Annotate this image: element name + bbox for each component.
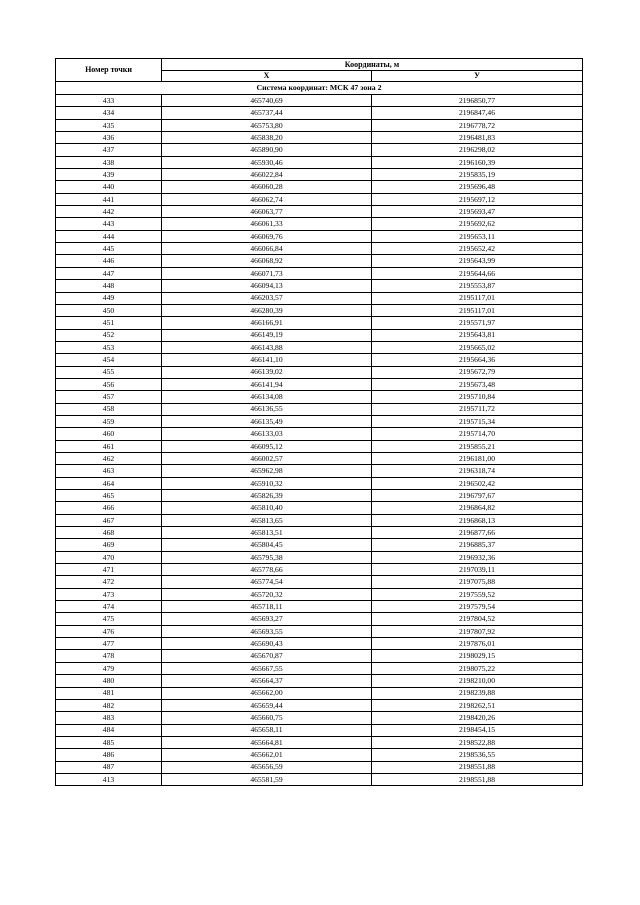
x-coordinate-cell: 466143,88 (162, 341, 372, 353)
table-row (56, 218, 583, 230)
table-row (56, 181, 583, 193)
point-number-cell: 475 (56, 613, 162, 625)
table-row (56, 206, 583, 218)
y-coordinate-cell: 2195696,48 (372, 181, 583, 193)
table-row (56, 564, 583, 576)
x-coordinate-cell: 465658,11 (162, 724, 372, 736)
y-coordinate-cell: 2195855,21 (372, 440, 583, 452)
table-row (56, 95, 583, 107)
table-row (56, 773, 583, 785)
table-row (56, 749, 583, 761)
x-coordinate-cell: 465962,98 (162, 465, 372, 477)
table-row (56, 625, 583, 637)
x-coordinate-cell: 465667,55 (162, 662, 372, 674)
table-row (56, 341, 583, 353)
y-coordinate-cell: 2196797,67 (372, 490, 583, 502)
table-row (56, 193, 583, 205)
y-coordinate-cell: 2195672,79 (372, 366, 583, 378)
y-coordinate-cell: 2195553,87 (372, 280, 583, 292)
table-row (56, 551, 583, 563)
point-number-cell: 462 (56, 452, 162, 464)
table-row (56, 255, 583, 267)
point-number-cell: 463 (56, 465, 162, 477)
y-coordinate-cell: 2196778,72 (372, 119, 583, 131)
point-number-cell: 444 (56, 230, 162, 242)
table-row (56, 403, 583, 415)
x-coordinate-cell: 465670,87 (162, 650, 372, 662)
point-number-cell: 440 (56, 181, 162, 193)
y-coordinate-cell: 2196160,39 (372, 156, 583, 168)
table-row (56, 761, 583, 773)
table-row (56, 304, 583, 316)
point-number-cell: 461 (56, 440, 162, 452)
table-row (56, 699, 583, 711)
table-row (56, 650, 583, 662)
y-coordinate-cell: 2196298,02 (372, 144, 583, 156)
y-coordinate-cell: 2195693,47 (372, 206, 583, 218)
point-number-cell: 450 (56, 304, 162, 316)
point-number-cell: 483 (56, 712, 162, 724)
point-number-cell: 482 (56, 699, 162, 711)
point-number-cell: 437 (56, 144, 162, 156)
point-number-cell: 413 (56, 773, 162, 785)
y-coordinate-cell: 2195643,81 (372, 329, 583, 341)
x-coordinate-cell: 466095,12 (162, 440, 372, 452)
point-number-cell: 465 (56, 490, 162, 502)
y-coordinate-cell: 2197559,52 (372, 588, 583, 600)
table-row (56, 687, 583, 699)
point-number-cell: 441 (56, 193, 162, 205)
y-coordinate-cell: 2197807,92 (372, 625, 583, 637)
point-number-cell: 477 (56, 638, 162, 650)
table-row (56, 638, 583, 650)
y-coordinate-cell: 2195117,01 (372, 292, 583, 304)
x-coordinate-cell: 465795,38 (162, 551, 372, 563)
point-number-cell: 458 (56, 403, 162, 415)
x-coordinate-cell: 465910,32 (162, 477, 372, 489)
point-number-cell: 455 (56, 366, 162, 378)
y-coordinate-cell: 2196877,66 (372, 527, 583, 539)
table-row (56, 736, 583, 748)
table-row (56, 243, 583, 255)
x-coordinate-cell: 465813,51 (162, 527, 372, 539)
table-row (56, 366, 583, 378)
x-coordinate-cell: 466068,92 (162, 255, 372, 267)
table-row (56, 613, 583, 625)
point-number-cell: 445 (56, 243, 162, 255)
x-coordinate-cell: 465693,55 (162, 625, 372, 637)
x-coordinate-cell: 466139,02 (162, 366, 372, 378)
point-number-cell: 435 (56, 119, 162, 131)
x-coordinate-cell: 466280,39 (162, 304, 372, 316)
x-coordinate-cell: 466141,94 (162, 378, 372, 390)
x-coordinate-cell: 465662,00 (162, 687, 372, 699)
y-coordinate-cell: 2195652,42 (372, 243, 583, 255)
x-coordinate-cell: 466066,84 (162, 243, 372, 255)
x-coordinate-cell: 465774,54 (162, 576, 372, 588)
coordinate-system-row (56, 82, 583, 95)
header-row (56, 59, 583, 71)
x-coordinate-cell: 466141,10 (162, 354, 372, 366)
x-coordinate-cell: 465581,59 (162, 773, 372, 785)
y-coordinate-cell: 2195673,48 (372, 378, 583, 390)
table-row (56, 502, 583, 514)
y-coordinate-cell: 2196868,13 (372, 514, 583, 526)
x-coordinate-cell: 465753,80 (162, 119, 372, 131)
point-number-cell: 433 (56, 95, 162, 107)
y-column-header: У (372, 71, 583, 82)
y-coordinate-cell: 2195835,19 (372, 169, 583, 181)
y-coordinate-cell: 2196850,77 (372, 95, 583, 107)
table-body (56, 82, 583, 786)
point-number-cell: 464 (56, 477, 162, 489)
table-row (56, 588, 583, 600)
y-coordinate-cell: 2196932,36 (372, 551, 583, 563)
coordinates-header: Координаты, м (162, 59, 583, 71)
point-number-cell: 457 (56, 391, 162, 403)
point-number-cell: 460 (56, 428, 162, 440)
point-number-cell: 469 (56, 539, 162, 551)
y-coordinate-cell: 2195571,97 (372, 317, 583, 329)
x-coordinate-cell: 465664,81 (162, 736, 372, 748)
x-coordinate-cell: 465804,45 (162, 539, 372, 551)
table-row (56, 292, 583, 304)
x-coordinate-cell: 465660,75 (162, 712, 372, 724)
table-row (56, 280, 583, 292)
point-number-cell: 442 (56, 206, 162, 218)
y-coordinate-cell: 2195697,12 (372, 193, 583, 205)
x-coordinate-cell: 465813,65 (162, 514, 372, 526)
point-number-cell: 471 (56, 564, 162, 576)
y-coordinate-cell: 2195653,11 (372, 230, 583, 242)
y-coordinate-cell: 2198210,00 (372, 675, 583, 687)
table-row (56, 675, 583, 687)
table-row (56, 156, 583, 168)
y-coordinate-cell: 2198454,15 (372, 724, 583, 736)
point-number-cell: 443 (56, 218, 162, 230)
x-coordinate-cell: 465778,66 (162, 564, 372, 576)
point-number-cell: 479 (56, 662, 162, 674)
point-number-cell: 451 (56, 317, 162, 329)
y-coordinate-cell: 2198420,26 (372, 712, 583, 724)
table-row (56, 527, 583, 539)
point-number-cell: 454 (56, 354, 162, 366)
table-row (56, 465, 583, 477)
table-row (56, 576, 583, 588)
point-number-cell: 480 (56, 675, 162, 687)
point-number-cell: 467 (56, 514, 162, 526)
x-coordinate-cell: 466134,08 (162, 391, 372, 403)
table-row (56, 267, 583, 279)
point-number-cell: 484 (56, 724, 162, 736)
x-coordinate-cell: 466094,13 (162, 280, 372, 292)
table-row (56, 144, 583, 156)
y-coordinate-cell: 2195665,02 (372, 341, 583, 353)
x-coordinate-cell: 465826,39 (162, 490, 372, 502)
x-coordinate-cell: 466060,28 (162, 181, 372, 193)
y-coordinate-cell: 2195692,62 (372, 218, 583, 230)
point-number-cell: 486 (56, 749, 162, 761)
y-coordinate-cell: 2196318,74 (372, 465, 583, 477)
x-coordinate-cell: 466002,57 (162, 452, 372, 464)
y-coordinate-cell: 2195714,70 (372, 428, 583, 440)
table-row (56, 230, 583, 242)
x-coordinate-cell: 466136,55 (162, 403, 372, 415)
x-coordinate-cell: 466022,84 (162, 169, 372, 181)
point-number-cell: 476 (56, 625, 162, 637)
table-row (56, 415, 583, 427)
point-number-cell: 439 (56, 169, 162, 181)
point-number-cell: 481 (56, 687, 162, 699)
point-number-cell: 446 (56, 255, 162, 267)
y-coordinate-cell: 2198551,88 (372, 761, 583, 773)
table-row (56, 119, 583, 131)
x-coordinate-cell: 465810,40 (162, 502, 372, 514)
point-number-cell: 447 (56, 267, 162, 279)
y-coordinate-cell: 2198522,88 (372, 736, 583, 748)
table-row (56, 724, 583, 736)
table-row (56, 490, 583, 502)
point-number-cell: 456 (56, 378, 162, 390)
y-coordinate-cell: 2198075,22 (372, 662, 583, 674)
table-row (56, 477, 583, 489)
x-coordinate-cell: 466061,33 (162, 218, 372, 230)
y-coordinate-cell: 2198536,55 (372, 749, 583, 761)
y-coordinate-cell: 2197075,88 (372, 576, 583, 588)
point-number-header: Номер точки (56, 59, 162, 82)
x-coordinate-cell: 466063,77 (162, 206, 372, 218)
point-number-cell: 478 (56, 650, 162, 662)
y-coordinate-cell: 2196864,82 (372, 502, 583, 514)
x-coordinate-cell: 465693,27 (162, 613, 372, 625)
point-number-cell: 466 (56, 502, 162, 514)
x-column-header: X (162, 71, 372, 82)
x-coordinate-cell: 465720,32 (162, 588, 372, 600)
x-coordinate-cell: 466071,73 (162, 267, 372, 279)
x-coordinate-cell: 465664,37 (162, 675, 372, 687)
x-coordinate-cell: 466166,91 (162, 317, 372, 329)
y-coordinate-cell: 2195117,01 (372, 304, 583, 316)
point-number-cell: 434 (56, 107, 162, 119)
table-row (56, 107, 583, 119)
point-number-cell: 470 (56, 551, 162, 563)
point-number-cell: 448 (56, 280, 162, 292)
y-coordinate-cell: 2197039,11 (372, 564, 583, 576)
point-number-cell: 485 (56, 736, 162, 748)
y-coordinate-cell: 2195715,34 (372, 415, 583, 427)
table-row (56, 132, 583, 144)
table-row (56, 539, 583, 551)
table-row (56, 317, 583, 329)
point-number-cell: 436 (56, 132, 162, 144)
table-row (56, 440, 583, 452)
table-row (56, 452, 583, 464)
y-coordinate-cell: 2197876,01 (372, 638, 583, 650)
coordinate-system-label: Система координат: МСК 47 зона 2 (56, 82, 583, 95)
y-coordinate-cell: 2198262,51 (372, 699, 583, 711)
y-coordinate-cell: 2196181,00 (372, 452, 583, 464)
point-number-cell: 473 (56, 588, 162, 600)
table-row (56, 329, 583, 341)
x-coordinate-cell: 465718,11 (162, 601, 372, 613)
point-number-cell: 452 (56, 329, 162, 341)
x-coordinate-cell: 465656,59 (162, 761, 372, 773)
x-coordinate-cell: 465690,43 (162, 638, 372, 650)
y-coordinate-cell: 2195643,99 (372, 255, 583, 267)
y-coordinate-cell: 2196885,37 (372, 539, 583, 551)
table-row (56, 712, 583, 724)
x-coordinate-cell: 466133,03 (162, 428, 372, 440)
table-row (56, 514, 583, 526)
point-number-cell: 459 (56, 415, 162, 427)
y-coordinate-cell: 2196481,83 (372, 132, 583, 144)
point-number-cell: 453 (56, 341, 162, 353)
x-coordinate-cell: 465737,44 (162, 107, 372, 119)
x-coordinate-cell: 466062,74 (162, 193, 372, 205)
table-row (56, 169, 583, 181)
y-coordinate-cell: 2195664,36 (372, 354, 583, 366)
point-number-cell: 487 (56, 761, 162, 773)
y-coordinate-cell: 2197579,54 (372, 601, 583, 613)
y-coordinate-cell: 2196847,46 (372, 107, 583, 119)
x-coordinate-cell: 465740,69 (162, 95, 372, 107)
y-coordinate-cell: 2197804,52 (372, 613, 583, 625)
x-coordinate-cell: 465662,01 (162, 749, 372, 761)
x-coordinate-cell: 465838,20 (162, 132, 372, 144)
table-row (56, 391, 583, 403)
coordinates-table (55, 58, 583, 786)
table-row (56, 662, 583, 674)
x-coordinate-cell: 465890,90 (162, 144, 372, 156)
y-coordinate-cell: 2195644,66 (372, 267, 583, 279)
point-number-cell: 472 (56, 576, 162, 588)
y-coordinate-cell: 2195711,72 (372, 403, 583, 415)
point-number-cell: 449 (56, 292, 162, 304)
y-coordinate-cell: 2198029,15 (372, 650, 583, 662)
y-coordinate-cell: 2196502,42 (372, 477, 583, 489)
x-coordinate-cell: 465930,46 (162, 156, 372, 168)
y-coordinate-cell: 2198239,88 (372, 687, 583, 699)
y-coordinate-cell: 2195710,84 (372, 391, 583, 403)
table-row (56, 354, 583, 366)
x-coordinate-cell: 466203,57 (162, 292, 372, 304)
table-row (56, 428, 583, 440)
table-row (56, 378, 583, 390)
y-coordinate-cell: 2198551,88 (372, 773, 583, 785)
x-coordinate-cell: 465659,44 (162, 699, 372, 711)
point-number-cell: 474 (56, 601, 162, 613)
point-number-cell: 438 (56, 156, 162, 168)
x-coordinate-cell: 466069,76 (162, 230, 372, 242)
x-coordinate-cell: 466149,19 (162, 329, 372, 341)
x-coordinate-cell: 466135,49 (162, 415, 372, 427)
table-row (56, 601, 583, 613)
point-number-cell: 468 (56, 527, 162, 539)
